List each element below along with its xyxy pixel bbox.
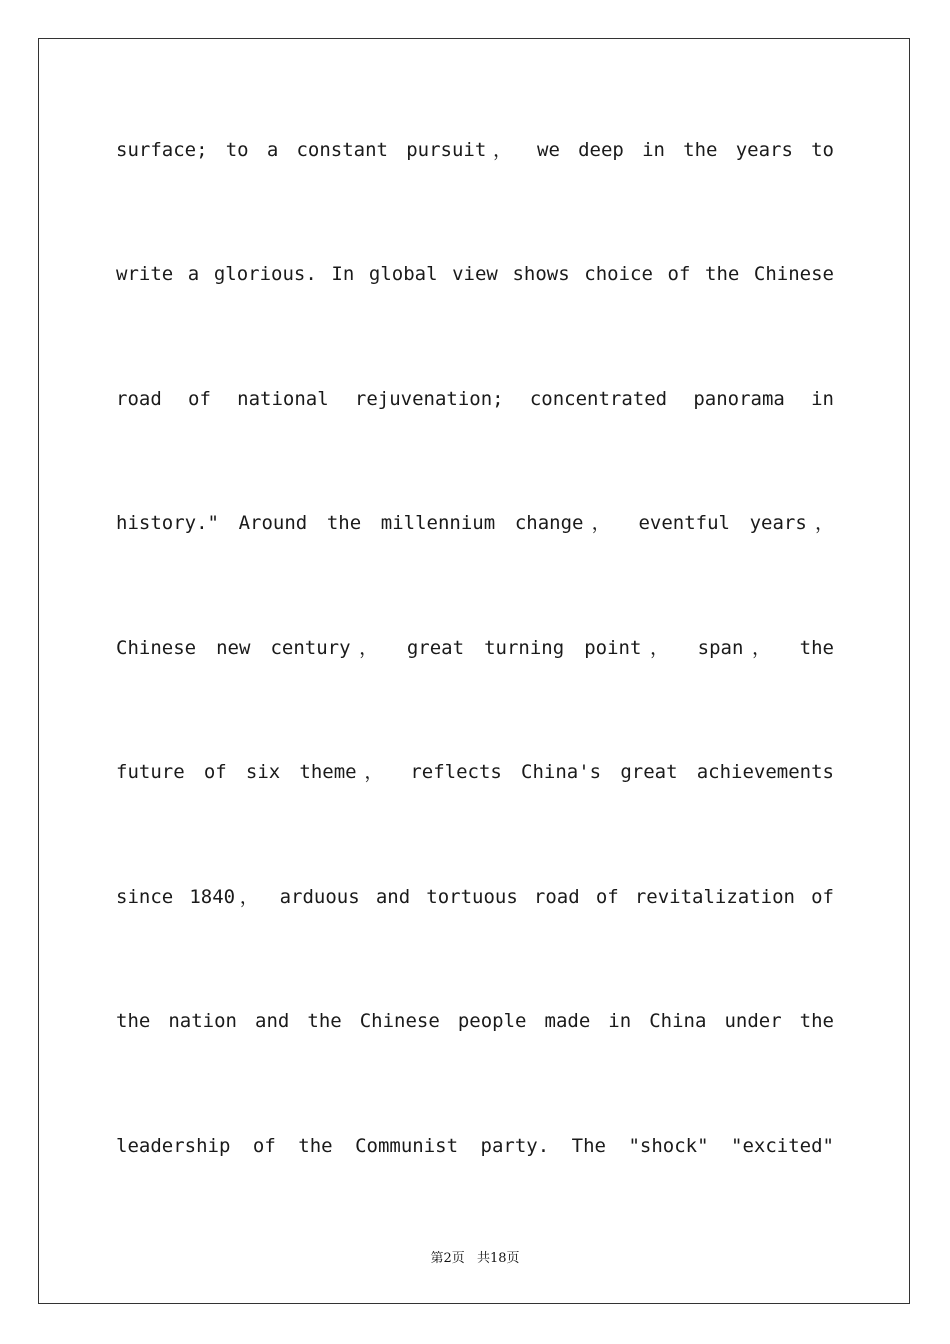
page-border — [38, 38, 910, 1304]
body-text-line: write a glorious. In global view shows choice of the Chinese — [116, 263, 834, 285]
body-text-line: leadership of the Communist party. The "shock" "excited" — [116, 1135, 834, 1157]
total-pages: 共18页 — [476, 1251, 520, 1266]
body-text-line: future of six theme， reflects China's great achievements — [116, 761, 834, 783]
body-text-line: since 1840， arduous and tortuous road of revitalization of — [116, 886, 834, 908]
body-text-line: road of national rejuvenation; concentrated panorama in — [116, 388, 834, 410]
body-text-line: history." Around the millennium change， eventful years， — [116, 512, 834, 534]
body-text-line: surface; to a constant pursuit， we deep in the years to — [116, 139, 834, 161]
page-number: 第2页 — [430, 1251, 465, 1266]
body-text-line: Chinese new century， great turning point， span， the — [116, 637, 834, 659]
body-text-line: the nation and the Chinese people made in China under the — [116, 1010, 834, 1032]
page-footer — [0, 1247, 950, 1266]
